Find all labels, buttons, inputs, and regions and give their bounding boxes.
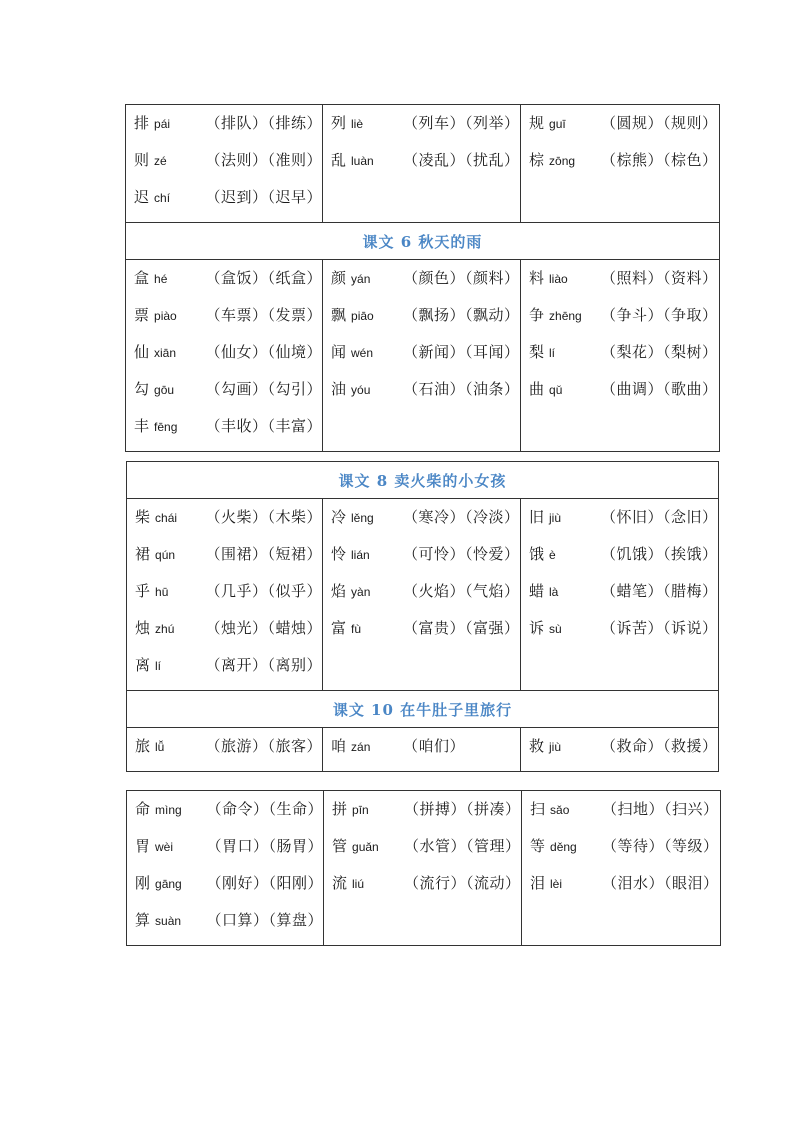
pinyin-text: lí [155, 659, 162, 673]
word-examples: （刚好）（阳刚） [206, 874, 323, 892]
vocab-entry [135, 616, 322, 653]
hanzi-char: 丰 [134, 417, 150, 435]
pinyin-text: lǚ [155, 740, 165, 754]
table-cell [126, 105, 323, 223]
pinyin-text: pīn [352, 803, 369, 817]
vocab-entry [331, 734, 520, 771]
vocab-entry [134, 303, 322, 340]
hanzi-char: 列 [331, 114, 347, 132]
hanzi-char: 规 [529, 114, 545, 132]
hanzi-char: 拼 [332, 800, 348, 818]
vocab-entry [134, 111, 322, 148]
vocab-entry [134, 148, 322, 185]
pinyin-text: děng [550, 840, 577, 854]
hanzi-char: 流 [332, 874, 348, 892]
word-examples: （口算）（算盘） [206, 911, 323, 929]
pinyin-text: guī [549, 117, 566, 131]
pinyin-text: mìng [155, 803, 182, 817]
vocab-entry [331, 377, 520, 414]
hanzi-char: 票 [134, 306, 150, 324]
table-cell [324, 791, 522, 946]
word-examples: （流行）（流动） [404, 874, 521, 892]
table-cell [521, 105, 720, 223]
word-examples: （法则）（准则） [205, 151, 322, 169]
hanzi-char: 管 [332, 837, 348, 855]
pinyin-text: chí [154, 191, 171, 205]
vocab-entry [331, 579, 520, 616]
pinyin-text: suàn [155, 914, 182, 928]
hanzi-char: 离 [135, 656, 151, 674]
word-examples: （旅游）（旅客） [205, 737, 322, 755]
word-examples: （诉苦）（诉说） [601, 619, 718, 637]
hanzi-char: 扫 [530, 800, 546, 818]
hanzi-char: 等 [530, 837, 546, 855]
word-examples: （圆规）（规则） [601, 114, 718, 132]
table-cell [521, 260, 720, 452]
pinyin-text: è [549, 548, 556, 562]
word-examples: （迟到）（迟早） [205, 188, 322, 206]
hanzi-char: 乱 [331, 151, 347, 169]
vocab-table-3 [126, 790, 721, 946]
hanzi-char: 颜 [331, 269, 347, 287]
vocab-entry [135, 797, 323, 834]
vocab-entry [331, 266, 520, 303]
word-examples: （离开）（离别） [205, 656, 322, 674]
vocab-entry [331, 616, 520, 653]
vocab-entry [529, 303, 719, 340]
vocab-entry [135, 505, 322, 542]
vocab-entry [529, 505, 718, 542]
vocab-entry [529, 542, 718, 579]
vocab-entry [135, 734, 322, 771]
word-examples: （烛光）（蜡烛） [205, 619, 322, 637]
hanzi-char: 乎 [135, 582, 151, 600]
hanzi-char: 仙 [134, 343, 150, 361]
vocab-entry [135, 834, 323, 871]
word-examples: （胃口）（肠胃） [206, 837, 323, 855]
hanzi-char: 盒 [134, 269, 150, 287]
pinyin-text: jiù [549, 740, 562, 754]
pinyin-text: yàn [351, 585, 371, 599]
pinyin-text: lěng [351, 511, 374, 525]
table-cell [323, 260, 521, 452]
table-cell [127, 728, 323, 772]
hanzi-char: 烛 [135, 619, 151, 637]
lesson-header-row [127, 691, 719, 728]
hanzi-char: 焰 [331, 582, 347, 600]
vocab-entry [529, 340, 719, 377]
word-examples: （火焰）（气焰） [403, 582, 520, 600]
table-cell [126, 260, 323, 452]
word-examples: （命令）（生命） [206, 800, 323, 818]
word-examples: （围裙）（短裙） [205, 545, 322, 563]
hanzi-char: 救 [529, 737, 545, 755]
word-examples: （蜡笔）（腊梅） [601, 582, 718, 600]
pinyin-text: sǎo [550, 803, 570, 817]
hanzi-char: 争 [529, 306, 545, 324]
table-cell [521, 499, 719, 691]
word-examples: （富贵）（富强） [403, 619, 520, 637]
pinyin-text: zé [154, 154, 167, 168]
pinyin-text: piāo [351, 309, 374, 323]
vocab-entry [332, 871, 521, 908]
table-cell [521, 728, 719, 772]
hanzi-char: 油 [331, 380, 347, 398]
hanzi-char: 饿 [529, 545, 545, 563]
vocab-entry [331, 542, 520, 579]
pinyin-text: jiù [549, 511, 562, 525]
hanzi-char: 冷 [331, 508, 347, 526]
pinyin-text: lèi [550, 877, 563, 891]
pinyin-text: zōng [549, 154, 576, 168]
word-examples: （石油）（油条） [403, 380, 520, 398]
word-examples: （扫地）（扫兴） [602, 800, 719, 818]
pinyin-text: zán [351, 740, 371, 754]
word-examples: （寒冷）（冷淡） [403, 508, 520, 526]
vocab-entry [529, 111, 719, 148]
pinyin-text: zhú [155, 622, 175, 636]
word-examples: （可怜）（怜爱） [403, 545, 520, 563]
word-examples: （照料）（资料） [601, 269, 718, 287]
table-cell [323, 728, 521, 772]
pinyin-text: guǎn [352, 840, 379, 854]
vocab-entry [529, 616, 718, 653]
pinyin-text: gōu [154, 383, 175, 397]
hanzi-char: 旧 [529, 508, 545, 526]
hanzi-char: 泪 [530, 874, 546, 892]
word-examples: （怀旧）（念旧） [601, 508, 718, 526]
table-row [127, 791, 721, 946]
vocab-entry [332, 834, 521, 871]
pinyin-text: fēng [154, 420, 178, 434]
lesson-title: 课文 8 卖火柴的小女孩 [127, 462, 719, 499]
word-examples: （泪水）（眼泪） [602, 874, 719, 892]
vocab-table-2 [126, 461, 719, 772]
vocab-entry [134, 185, 322, 222]
vocab-entry [134, 414, 322, 451]
hanzi-char: 料 [529, 269, 545, 287]
pinyin-text: fù [351, 622, 362, 636]
pinyin-text: hé [154, 272, 168, 286]
table-row [127, 499, 719, 691]
vocab-entry [331, 340, 520, 377]
pinyin-text: yóu [351, 383, 371, 397]
table-row [126, 260, 720, 452]
pinyin-text: zhēng [549, 309, 582, 323]
vocab-table-1 [125, 104, 720, 452]
hanzi-char: 飘 [331, 306, 347, 324]
hanzi-char: 则 [134, 151, 150, 169]
word-examples: （拼搏）（拼凑） [404, 800, 521, 818]
table-cell [127, 791, 324, 946]
word-examples: （咱们） [403, 737, 466, 755]
lesson-header-row [126, 223, 720, 260]
hanzi-char: 勾 [134, 380, 150, 398]
pinyin-text: lí [549, 346, 556, 360]
hanzi-char: 迟 [134, 188, 150, 206]
vocab-entry [134, 266, 322, 303]
vocab-entry [529, 266, 719, 303]
pinyin-text: lián [351, 548, 370, 562]
vocab-entry [135, 908, 323, 945]
word-examples: （仙女）（仙境） [205, 343, 322, 361]
vocab-entry [331, 111, 520, 148]
pinyin-text: wèi [155, 840, 174, 854]
pinyin-text: wén [351, 346, 374, 360]
vocab-entry [135, 871, 323, 908]
vocab-entry [331, 303, 520, 340]
vocab-entry [134, 340, 322, 377]
pinyin-text: qún [155, 548, 176, 562]
table-row [127, 728, 719, 772]
pinyin-text: gāng [155, 877, 182, 891]
pinyin-text: luàn [351, 154, 374, 168]
vocab-entry [529, 148, 719, 185]
word-examples: （飘扬）（飘动） [403, 306, 520, 324]
word-examples: （救命）（救援） [601, 737, 718, 755]
pinyin-text: là [549, 585, 559, 599]
hanzi-char: 怜 [331, 545, 347, 563]
vocab-entry [331, 505, 520, 542]
pinyin-text: sù [549, 622, 562, 636]
vocab-entry [529, 377, 719, 414]
pinyin-text: yán [351, 272, 371, 286]
pinyin-text: qǔ [549, 383, 563, 397]
hanzi-char: 咱 [331, 737, 347, 755]
word-examples: （勾画）（勾引） [205, 380, 322, 398]
word-examples: （新闻）（耳闻） [403, 343, 520, 361]
hanzi-char: 旅 [135, 737, 151, 755]
word-examples: （几乎）（似乎） [205, 582, 322, 600]
pinyin-text: hū [155, 585, 169, 599]
hanzi-char: 算 [135, 911, 151, 929]
hanzi-char: 蜡 [529, 582, 545, 600]
word-examples: （等待）（等级） [602, 837, 719, 855]
vocab-entry [530, 834, 720, 871]
pinyin-text: chái [155, 511, 178, 525]
hanzi-char: 棕 [529, 151, 545, 169]
vocab-entry [135, 579, 322, 616]
word-examples: （饥饿）（挨饿） [601, 545, 718, 563]
word-examples: （火柴）（木柴） [205, 508, 322, 526]
vocab-entry [135, 653, 322, 690]
lesson-header-row [127, 462, 719, 499]
word-examples: （棕熊）（棕色） [601, 151, 718, 169]
hanzi-char: 曲 [529, 380, 545, 398]
word-examples: （丰收）（丰富） [205, 417, 322, 435]
hanzi-char: 刚 [135, 874, 151, 892]
pinyin-text: pái [154, 117, 171, 131]
hanzi-char: 闻 [331, 343, 347, 361]
hanzi-char: 富 [331, 619, 347, 637]
table-cell [323, 105, 521, 223]
vocab-entry [530, 797, 720, 834]
vocab-entry [135, 542, 322, 579]
pinyin-text: piào [154, 309, 177, 323]
pinyin-text: liú [352, 877, 365, 891]
lesson-title: 课文 6 秋天的雨 [126, 223, 720, 260]
hanzi-char: 胃 [135, 837, 151, 855]
vocab-entry [530, 871, 720, 908]
word-examples: （颜色）（颜料） [403, 269, 520, 287]
hanzi-char: 梨 [529, 343, 545, 361]
word-examples: （曲调）（歌曲） [601, 380, 718, 398]
word-examples: （梨花）（梨树） [601, 343, 718, 361]
table-row [126, 105, 720, 223]
table-cell [323, 499, 521, 691]
word-examples: （排队）（排练） [205, 114, 322, 132]
vocab-entry [134, 377, 322, 414]
table-cell [127, 499, 323, 691]
hanzi-char: 柴 [135, 508, 151, 526]
vocab-entry [529, 734, 718, 771]
hanzi-char: 命 [135, 800, 151, 818]
hanzi-char: 诉 [529, 619, 545, 637]
word-examples: （盒饭）（纸盒） [205, 269, 322, 287]
word-examples: （水管）（管理） [404, 837, 521, 855]
word-examples: （凌乱）（扰乱） [403, 151, 520, 169]
vocab-entry [332, 797, 521, 834]
lesson-title: 课文 10 在牛肚子里旅行 [127, 691, 719, 728]
word-examples: （争斗）（争取） [601, 306, 718, 324]
table-cell [522, 791, 721, 946]
pinyin-text: xiān [154, 346, 177, 360]
hanzi-char: 裙 [135, 545, 151, 563]
word-examples: （车票）（发票） [205, 306, 322, 324]
vocab-entry [331, 148, 520, 185]
hanzi-char: 排 [134, 114, 150, 132]
word-examples: （列车）（列举） [403, 114, 520, 132]
pinyin-text: liè [351, 117, 364, 131]
pinyin-text: liào [549, 272, 568, 286]
vocab-entry [529, 579, 718, 616]
